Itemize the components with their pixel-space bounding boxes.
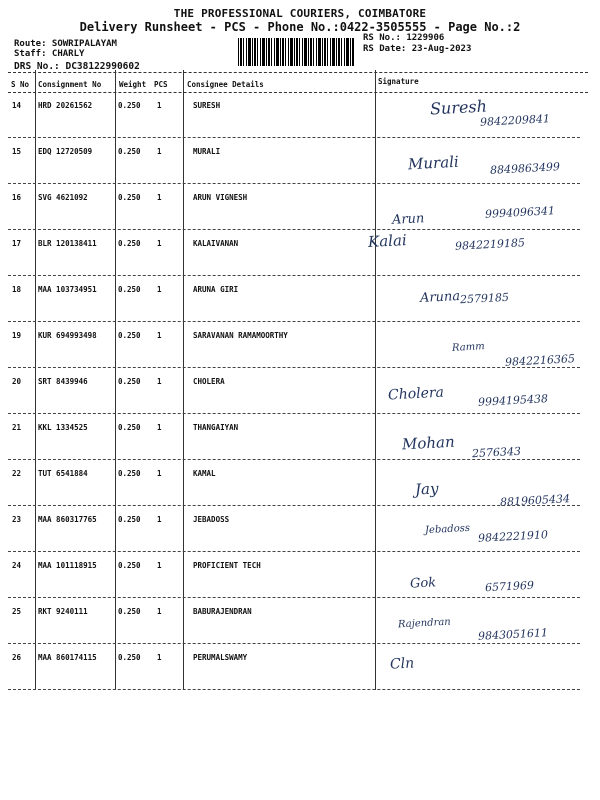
- row-weight: 0.250: [118, 653, 141, 662]
- column-header-consignment: Consignment No: [38, 80, 102, 89]
- row-sno: 21: [12, 423, 22, 432]
- table-top-rule: [8, 72, 588, 73]
- row-sno: 20: [12, 377, 22, 386]
- row-consignment-no: RKT 9240111: [38, 607, 88, 616]
- handwritten-phone: 9994096341: [484, 204, 556, 221]
- column-header-signature: Signature: [378, 77, 419, 86]
- row-consignee: ARUN VIGNESH: [193, 193, 248, 202]
- column-header-pcs: PCS: [154, 80, 168, 89]
- row-consignee: THANGAIYAN: [193, 423, 239, 432]
- row-consignment-no: TUT 6541884: [38, 469, 88, 478]
- row-sno: 26: [12, 653, 22, 662]
- row-pcs: 1: [157, 607, 162, 616]
- row-consignment-no: HRD 20261562: [38, 101, 93, 110]
- row-consignment-no: MAA 860174115: [38, 653, 97, 662]
- table-row: [0, 92, 600, 138]
- row-consignment-no: BLR 120138411: [38, 239, 97, 248]
- table-row: [0, 598, 600, 644]
- row-pcs: 1: [157, 193, 162, 202]
- row-weight: 0.250: [118, 285, 141, 294]
- row-pcs: 1: [157, 423, 162, 432]
- handwritten-signature: Ramm: [451, 341, 485, 354]
- row-sno: 18: [12, 285, 22, 294]
- row-consignment-no: EDQ 12720509: [38, 147, 93, 156]
- table-row: [0, 276, 600, 322]
- handwritten-signature: Aruna: [419, 288, 461, 307]
- handwritten-signature: Jebadoss: [424, 522, 471, 537]
- row-pcs: 1: [157, 331, 162, 340]
- row-pcs: 1: [157, 285, 162, 294]
- row-sno: 25: [12, 607, 22, 616]
- row-sno: 19: [12, 331, 22, 340]
- staff-label: Staff: CHARLY: [14, 49, 85, 59]
- row-consignee: KALAIVANAN: [193, 239, 239, 248]
- handwritten-signature: Murali: [407, 152, 460, 174]
- handwritten-phone: 8819605434: [499, 492, 571, 509]
- column-header-sno: S No: [11, 80, 30, 89]
- column-header-consignee: Consignee Details: [187, 80, 264, 89]
- row-pcs: 1: [157, 515, 162, 524]
- handwritten-signature: Jay: [414, 479, 439, 499]
- handwritten-phone: 9842209841: [479, 112, 551, 129]
- row-consignee: CHOLERA: [193, 377, 225, 386]
- row-weight: 0.250: [118, 331, 141, 340]
- table-row: [0, 138, 600, 184]
- row-weight: 0.250: [118, 377, 141, 386]
- handwritten-signature: Mohan: [401, 432, 456, 454]
- row-divider: [8, 689, 580, 690]
- company-title: THE PROFESSIONAL COURIERS, COIMBATORE: [173, 7, 427, 20]
- row-consignment-no: SRT 8439946: [38, 377, 88, 386]
- row-pcs: 1: [157, 239, 162, 248]
- row-pcs: 1: [157, 101, 162, 110]
- row-consignment-no: KUR 694993498: [38, 331, 97, 340]
- row-weight: 0.250: [118, 469, 141, 478]
- handwritten-phone: 2579185: [459, 290, 510, 307]
- row-weight: 0.250: [118, 423, 141, 432]
- handwritten-phone: 2576343: [471, 444, 522, 461]
- row-consignee: BABURAJENDRAN: [193, 607, 252, 616]
- row-consignee: JEBADOSS: [193, 515, 230, 524]
- row-consignment-no: KKL 1334525: [38, 423, 88, 432]
- handwritten-phone: 8849863499: [489, 160, 561, 177]
- route-label: Route: SOWRIPALAYAM: [14, 39, 117, 49]
- table-row: [0, 322, 600, 368]
- row-consignee: PROFICIENT TECH: [193, 561, 261, 570]
- row-consignee: SURESH: [193, 101, 221, 110]
- row-consignment-no: MAA 103734951: [38, 285, 97, 294]
- row-weight: 0.250: [118, 515, 141, 524]
- row-sno: 23: [12, 515, 22, 524]
- handwritten-phone: 9842221910: [477, 528, 549, 545]
- handwritten-phone: 9842216365: [504, 352, 576, 369]
- handwritten-signature: Rajendran: [397, 616, 452, 631]
- handwritten-signature: Gok: [409, 575, 437, 592]
- row-consignee: MURALI: [193, 147, 221, 156]
- handwritten-signature: Suresh: [429, 96, 488, 119]
- row-weight: 0.250: [118, 193, 141, 202]
- row-pcs: 1: [157, 561, 162, 570]
- row-sno: 14: [12, 101, 22, 110]
- table-row: [0, 644, 600, 690]
- handwritten-phone: 9843051611: [477, 626, 549, 643]
- row-weight: 0.250: [118, 239, 141, 248]
- row-consignee: SARAVANAN RAMAMOORTHY: [193, 331, 288, 340]
- row-weight: 0.250: [118, 147, 141, 156]
- row-consignee: PERUMALSWAMY: [193, 653, 248, 662]
- table-row: [0, 552, 600, 598]
- row-pcs: 1: [157, 377, 162, 386]
- handwritten-signature: Arun: [391, 211, 425, 228]
- rs-number: RS No.: 1229906: [363, 33, 445, 43]
- row-consignment-no: MAA 101118915: [38, 561, 97, 570]
- row-sno: 22: [12, 469, 22, 478]
- table-row: [0, 506, 600, 552]
- row-sno: 17: [12, 239, 22, 248]
- handwritten-phone: 6571969: [484, 578, 535, 595]
- row-consignee: ARUNA GIRI: [193, 285, 239, 294]
- handwritten-phone: 9842219185: [454, 236, 526, 253]
- table-row: [0, 460, 600, 509]
- barcode: [238, 38, 355, 66]
- rs-date: RS Date: 23-Aug-2023: [363, 44, 472, 54]
- row-consignee: KAMAL: [193, 469, 216, 478]
- handwritten-signature: Cln: [389, 655, 415, 673]
- handwritten-signature: Kalai: [367, 230, 408, 252]
- row-pcs: 1: [157, 147, 162, 156]
- row-consignment-no: SVG 4621092: [38, 193, 88, 202]
- row-pcs: 1: [157, 469, 162, 478]
- table-row: [0, 414, 600, 460]
- row-weight: 0.250: [118, 607, 141, 616]
- row-sno: 16: [12, 193, 22, 202]
- row-consignment-no: MAA 860317765: [38, 515, 97, 524]
- table-row: [0, 230, 600, 276]
- row-weight: 0.250: [118, 101, 141, 110]
- runsheet-subtitle: Delivery Runsheet - PCS - Phone No.:0422-3505555 - Page No.:2: [79, 20, 521, 34]
- table-row: [0, 184, 600, 230]
- row-sno: 15: [12, 147, 22, 156]
- row-sno: 24: [12, 561, 22, 570]
- column-header-weight: Weight: [119, 80, 147, 89]
- handwritten-signature: Cholera: [387, 384, 445, 404]
- table-row: [0, 368, 600, 414]
- drs-number: DRS No.: DC38122990602: [14, 61, 140, 72]
- row-pcs: 1: [157, 653, 162, 662]
- row-weight: 0.250: [118, 561, 141, 570]
- handwritten-phone: 9994195438: [477, 392, 549, 409]
